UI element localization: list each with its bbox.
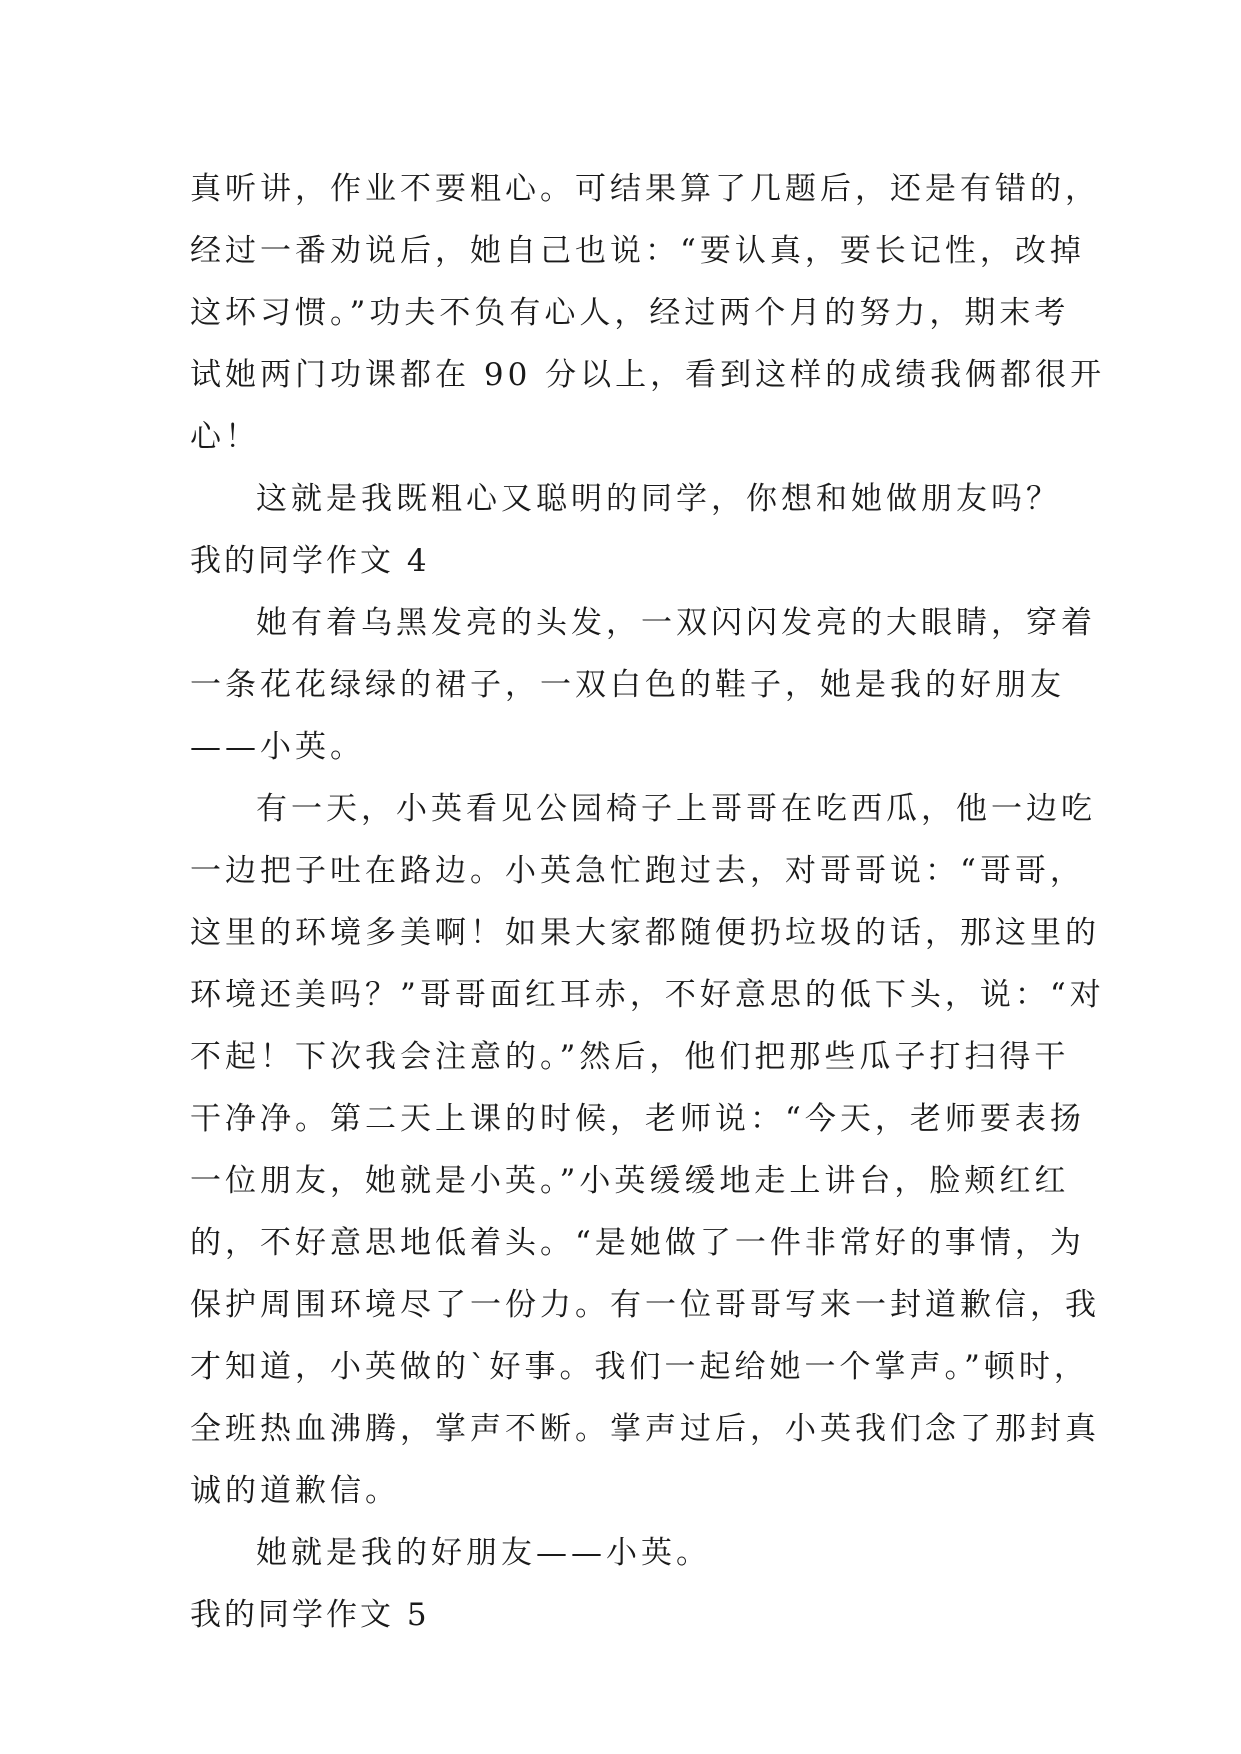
text-line: 干净净。第二天上课的时候，老师说：“今天，老师要表扬 bbox=[190, 1101, 1085, 1137]
text-line: 诚的道歉信。 bbox=[190, 1473, 400, 1509]
text-line: 的，不好意思地低着头。“是她做了一件非常好的事情，为 bbox=[190, 1225, 1085, 1261]
text-line: 一条花花绿绿的裙子，一双白色的鞋子，她是我的好朋友 bbox=[190, 667, 1065, 703]
text-line: 这里的环境多美啊！如果大家都随便扔垃圾的话，那这里的 bbox=[190, 915, 1100, 951]
text-line: 才知道，小英做的`好事。我们一起给她一个掌声。”顿时， bbox=[190, 1349, 1089, 1385]
text-line: 她有着乌黑发亮的头发，一双闪闪发亮的大眼睛，穿着 bbox=[256, 605, 1096, 641]
paragraph bbox=[190, 1522, 1080, 1584]
document-body bbox=[190, 158, 1106, 1646]
paragraph bbox=[190, 592, 1096, 654]
text-line: 一位朋友，她就是小英。”小英缓缓地走上讲台，脸颊红红 bbox=[190, 1163, 1070, 1199]
text-line: 环境还美吗？”哥哥面红耳赤，不好意思的低下头，说：“对 bbox=[190, 977, 1105, 1013]
text-line: 这就是我既粗心又聪明的同学，你想和她做朋友吗？ bbox=[256, 481, 1061, 517]
paragraph bbox=[190, 468, 1080, 530]
text-line: 一边把子吐在路边。小英急忙跑过去，对哥哥说：“哥哥， bbox=[190, 853, 1085, 889]
paragraph bbox=[190, 840, 1105, 1522]
paragraph bbox=[190, 778, 1096, 840]
text-line: 试她两门功课都在 90 分以上，看到这样的成绩我俩都很开 bbox=[190, 357, 1106, 393]
text-line: ——小英。 bbox=[190, 729, 365, 765]
text-line: 这坏习惯。”功夫不负有心人，经过两个月的努力，期末考 bbox=[190, 295, 1070, 331]
section-heading bbox=[190, 530, 1080, 592]
paragraph bbox=[190, 158, 1106, 468]
text-line: 不起！下次我会注意的。”然后，他们把那些瓜子打扫得干 bbox=[190, 1039, 1070, 1075]
text-line: 经过一番劝说后，她自己也说：“要认真，要长记性，改掉 bbox=[190, 233, 1085, 269]
text-line: 保护周围环境尽了一份力。有一位哥哥写来一封道歉信，我 bbox=[190, 1287, 1100, 1323]
text-line: 真听讲，作业不要粗心。可结果算了几题后，还是有错的， bbox=[190, 171, 1100, 207]
paragraph bbox=[190, 654, 1080, 778]
text-line: 她就是我的好朋友——小英。 bbox=[256, 1535, 711, 1571]
heading-text: 我的同学作文 4 bbox=[190, 543, 430, 579]
text-line: 全班热血沸腾，掌声不断。掌声过后，小英我们念了那封真 bbox=[190, 1411, 1100, 1447]
text-line: 心！ bbox=[190, 419, 260, 455]
heading-text: 我的同学作文 5 bbox=[190, 1597, 430, 1633]
section-heading bbox=[190, 1584, 1080, 1646]
text-line: 有一天，小英看见公园椅子上哥哥在吃西瓜，他一边吃 bbox=[256, 791, 1096, 827]
